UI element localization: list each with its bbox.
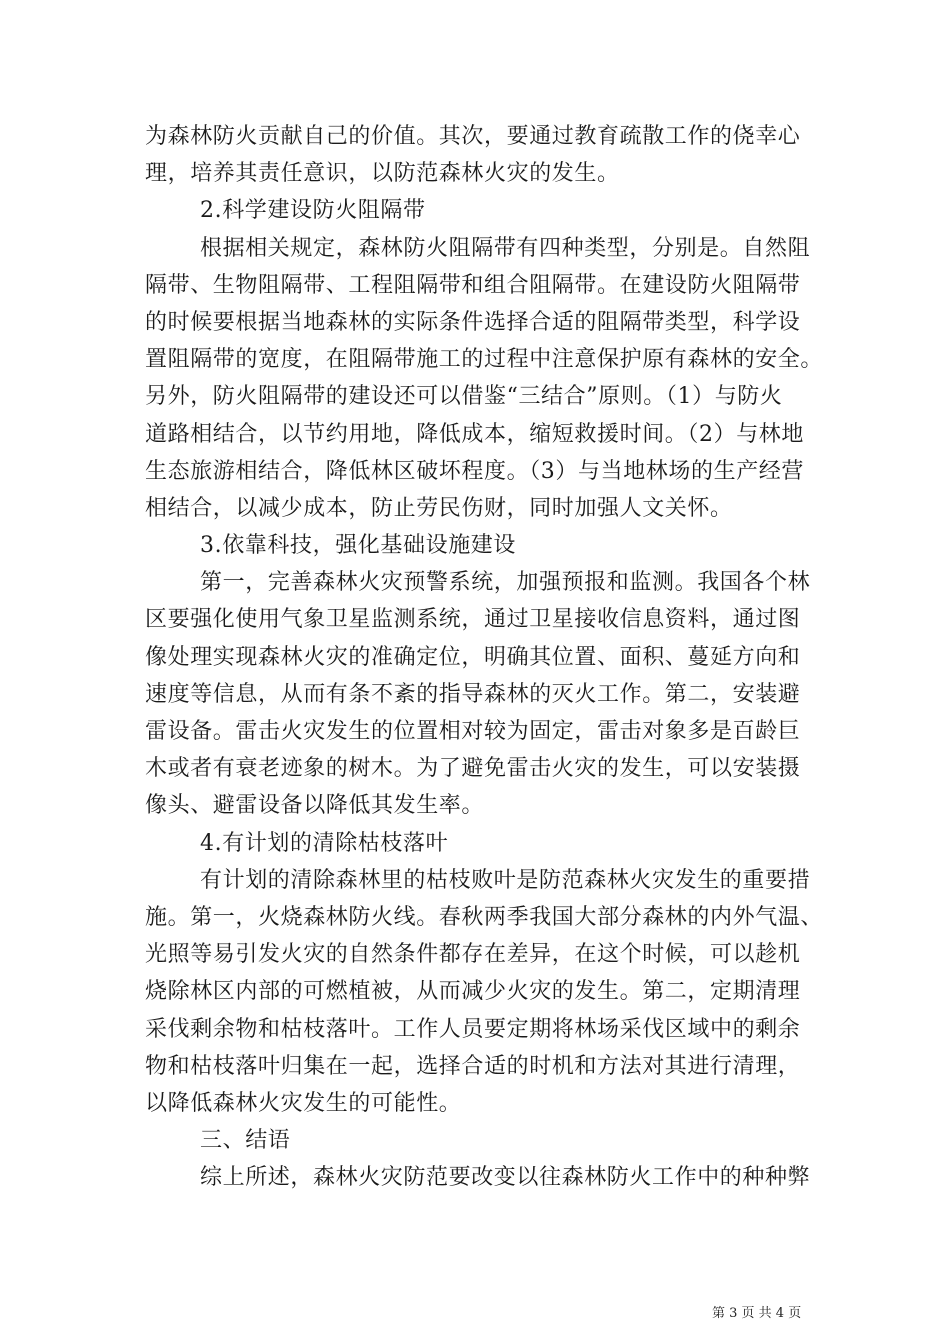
text-line: 物和枯枝落叶归集在一起，选择合适的时机和方法对其进行清理，	[145, 1053, 801, 1079]
section-heading: 4.有计划的清除枯枝落叶	[200, 830, 449, 856]
text-line: 生态旅游相结合，降低林区破坏程度。（3）与当地林场的生产经营	[145, 458, 804, 484]
text-line: 烧除林区内部的可燃植被，从而减少火灾的发生。第二，定期清理	[145, 979, 801, 1005]
text-line: 隔带、生物阻隔带、工程阻隔带和组合阻隔带。在建设防火阻隔带	[145, 272, 801, 298]
text-line: 为森林防火贡献自己的价值。其次，要通过教育疏散工作的侥幸心	[145, 124, 801, 149]
text-line: 像头、避雷设备以降低其发生率。	[145, 793, 485, 819]
text-line: 光照等易引发火灾的自然条件都存在差异，在这个时候，可以趁机	[145, 942, 801, 968]
text-line: 有计划的清除森林里的枯枝败叶是防范森林火灾发生的重要措	[200, 867, 811, 893]
text-line: 雷设备。雷击火灾发生的位置相对较为固定，雷击对象多是百龄巨	[145, 719, 801, 744]
section-heading: 2.科学建设防火阻隔带	[200, 198, 426, 224]
section-heading: 3.依靠科技，强化基础设施建设	[200, 533, 516, 559]
text-line: 第一，完善森林火灾预警系统，加强预报和监测。我国各个林	[200, 570, 811, 596]
text-line: 根据相关规定，森林防火阻隔带有四种类型，分别是。自然阻	[200, 235, 811, 261]
text-line: 相结合，以减少成本，防止劳民伤财，同时加强人文关怀。	[145, 495, 733, 521]
page-number: 第 3 页 共 4 页	[712, 1306, 802, 1321]
text-line: 综上所述，森林火灾防范要改变以往森林防火工作中的种种弊	[200, 1165, 811, 1191]
text-line: 区要强化使用气象卫星监测系统，通过卫星接收信息资料，通过图	[145, 607, 801, 633]
text-line: 的时候要根据当地森林的实际条件选择合适的阻隔带类型，科学设	[145, 309, 801, 335]
document-body	[145, 118, 824, 1196]
section-heading: 三、结语	[200, 1128, 291, 1154]
text-line: 采伐剩余物和枯枝落叶。工作人员要定期将林场采伐区域中的剩余	[145, 1016, 801, 1042]
text-line: 理，培养其责任意识，以防范森林火灾的发生。	[145, 161, 620, 187]
text-line: 道路相结合，以节约用地，降低成本，缩短救援时间。（2）与林地	[145, 421, 804, 447]
text-line: 速度等信息，从而有条不紊的指导森林的灭火工作。第二，安装避	[145, 681, 801, 707]
text-line: 置阻隔带的宽度，在阻隔带施工的过程中注意保护原有森林的安全。	[145, 347, 824, 373]
text-line: 另外，防火阻隔带的建设还可以借鉴“三结合”原则。（1）与防火	[145, 384, 783, 410]
text-line: 以降低森林火灾发生的可能性。	[145, 1090, 462, 1116]
text-line: 施。第一，火烧森林防火线。春秋两季我国大部分森林的内外气温、	[145, 904, 824, 930]
text-line: 像处理实现森林火灾的准确定位，明确其位置、面积、蔓延方向和	[145, 644, 801, 670]
text-line: 木或者有衰老迹象的树木。为了避免雷击火灾的发生，可以安装摄	[145, 756, 801, 782]
